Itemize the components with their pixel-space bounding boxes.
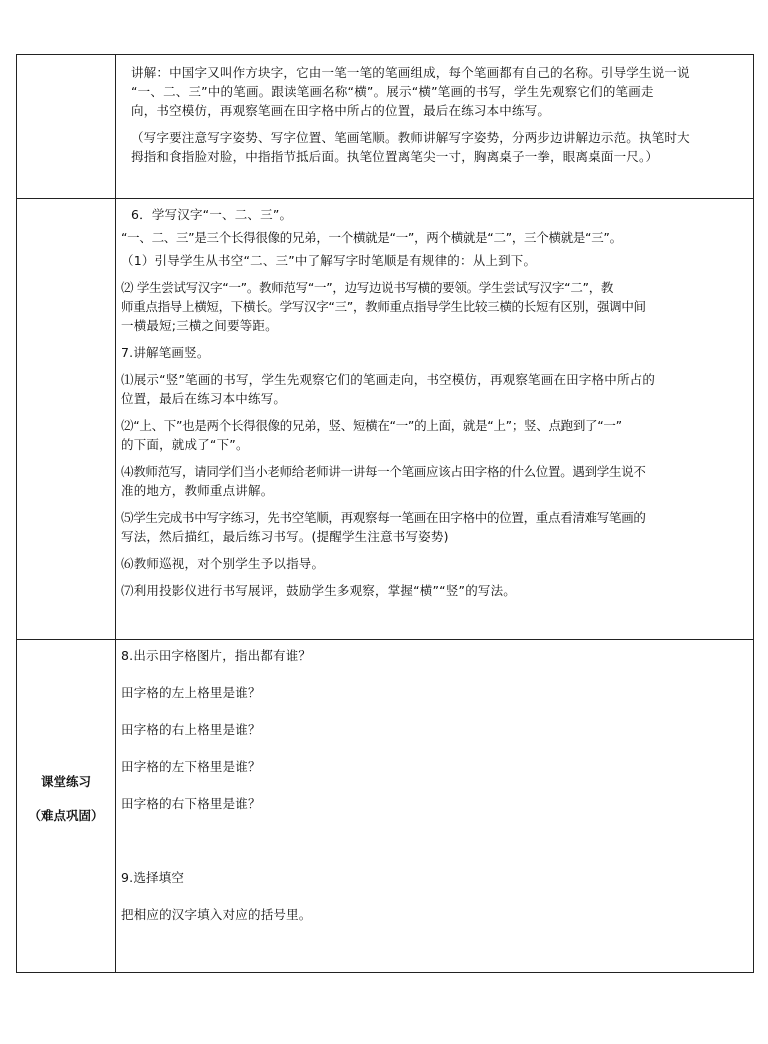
paragraph-line: 拇指和食指脸对脸，中指指节抵后面。执笔位置离笔尖一寸，胸离桌子一拳，眼离桌面一尺。）: [131, 149, 659, 164]
paragraph-line: 准的地方，教师重点讲解。: [121, 483, 274, 498]
paragraph-line: 位置，最后在练习本中练写。: [121, 391, 287, 406]
row-label-cell: [17, 199, 116, 640]
paragraph-line: “一、二、三”是三个长得很像的兄弟，一个横就是“一”，两个横就是“二”，三个横就是“三”。: [121, 230, 622, 245]
paragraph-line: “一、二、三”中的笔画。跟读笔画名称“横”。展示“横”笔画的书写，学生先观察它们的笔画走: [131, 84, 654, 99]
exercise-heading: 8.出示田字格图片，指出都有谁？: [121, 648, 312, 663]
table-row: [17, 55, 754, 199]
paragraph-line: （1）引导学生从书空“二、三”中了解写字时笔顺是有规律的：从上到下。: [121, 253, 537, 268]
table-row: [17, 640, 754, 973]
row-label-cell: [17, 55, 116, 199]
paragraph-line: 师重点指导上横短，下横长。学写汉字“三”，教师重点指导学生比较三横的长短有区别，强调中间: [121, 299, 646, 314]
paragraph-line: ⑴展示“竖”笔画的书写，学生先观察它们的笔画走向，书空模仿，再观察笔画在田字格中所占的: [121, 372, 656, 387]
question-line: 田字格的右下格里是谁？: [121, 796, 261, 811]
exercise-heading: 9.选择填空: [121, 870, 185, 885]
paragraph-line: 向，书空模仿，再观察笔画在田字格中所占的位置，最后在练习本中练写。: [131, 103, 551, 118]
paragraph-line: 讲解：中国字又叫作方块字，它由一笔一笔的笔画组成，每个笔画都有自己的名称。引导学生说一说: [131, 65, 690, 80]
paragraph-line: ⑺利用投影仪进行书写展评，鼓励学生多观察，掌握“横”“竖”的写法。: [121, 583, 517, 598]
step-heading: 7.讲解笔画竖。: [121, 345, 210, 360]
row-label-cell: [17, 640, 116, 973]
paragraph-line: ⑵ 学生尝试写汉字“一”。教师范写“一”，边写边说书写横的要领。学生尝试写汉字“二”，教: [121, 280, 614, 295]
step-heading: 6．学写汉字“一、二、三”。: [131, 207, 293, 222]
question-line: 田字格的右上格里是谁？: [121, 722, 261, 737]
row-content-cell: [116, 640, 754, 973]
section-label: 课堂练习: [40, 774, 91, 789]
paragraph-line: 的下面，就成了“下”。: [121, 437, 249, 452]
section-sublabel: （难点巩固）: [28, 808, 104, 823]
row-content-cell: [116, 55, 754, 199]
paragraph-line: （写字要注意写字姿势、写字位置、笔画笔顺。教师讲解写字姿势，分两步边讲解边示范。执笔时大: [131, 130, 690, 145]
paragraph-line: 写法，然后描红，最后练习书写。(提醒学生注意书写姿势): [121, 529, 449, 544]
paragraph-line: 一横最短;三横之间要等距。: [121, 318, 278, 333]
paragraph-line: ⑸学生完成书中写字练习，先书空笔顺，再观察每一笔画在田字格中的位置，重点看清难写笔画的: [121, 510, 646, 525]
paragraph-line: ⑵“上、下”也是两个长得很像的兄弟，竖、短横在“一”的上面，就是“上”；竖、点跑到了“一”: [121, 418, 622, 433]
instruction-line: 把相应的汉字填入对应的括号里。: [121, 907, 312, 922]
paragraph-line: ⑷教师范写，请同学们当小老师给老师讲一讲每一个笔画应该占田字格的什么位置。遇到学生说不: [121, 464, 646, 479]
row-content-cell: [116, 199, 754, 640]
question-line: 田字格的左上格里是谁？: [121, 685, 261, 700]
table-row: [17, 199, 754, 640]
paragraph-line: ⑹教师巡视，对个别学生予以指导。: [121, 556, 325, 571]
lesson-plan-table: [16, 54, 754, 973]
question-line: 田字格的左下格里是谁？: [121, 759, 261, 774]
